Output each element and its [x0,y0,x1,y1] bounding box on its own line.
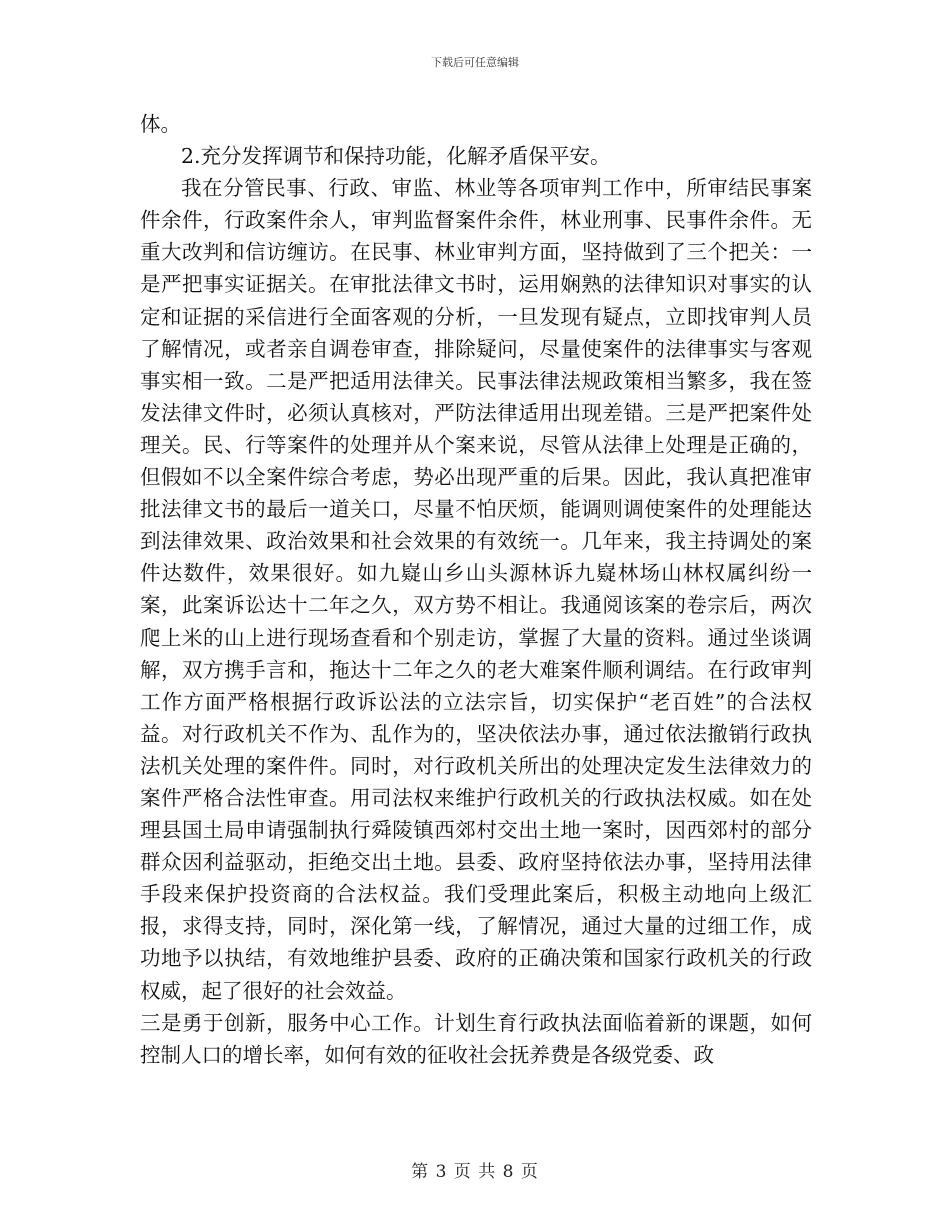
page-header-note: 下载后可任意编辑 [431,56,519,69]
paragraph-main: 我在分管民事、行政、审监、林业等各项审判工作中，所审结民事案件余件，行政案件余人，审判监督案件余件，林业刑事、民事件余件。无重大改判和信访缠访。在民事、林业审判方面，坚持做到了三个把关：一是严把事实证据关。在审批法律文书时，运用娴熟的法律知识对事实的认定和证据的采信进行全面客观的分析，一旦发现有疑点，立即找审判人员了解情况，或者亲自调卷审查，排除疑问，尽量使案件的法律事实与客观事实相一致。二是严把适用法律关。民事法律法规政策相当繁多，我在签发法律文件时，必须认真核对，严防法律适用出现差错。三是严把案件处理关。民、行等案件的处理并从个案来说，尽管从法律上处理是正确的，但假如不以全案件综合考虑，势必出现严重的后果。因此，我认真把准审批法律文书的最后一道关口，尽量不怕厌烦，能调则调使案件的处理能达到法律效果、政治效果和社会效果的有效统一。几年来，我主持调处的案件达数件，效果很好。如九嶷山乡山头源林诉九嶷林场山林权属纠纷一案，此案诉讼达十二年之久，双方势不相让。我通阅该案的卷宗后，两次爬上米的山上进行现场查看和个别走访，掌握了大量的资料。通过坐谈调解，双方携手言和，拖达十二年之久的老大难案件顺利调结。在行政审判工作方面严格根据行政诉讼法的立法宗旨，切实保护“老百姓”的合法权益。对行政机关不作为、乱作为的，坚决依法办事，通过依法撤销行政执法机关处理的案件件。同时，对行政机关所出的处理决定发生法律效力的案件严格合法性审查。用司法权来维护行政机关的行政执法权威。如在处理县国土局申请强制执行舜陵镇西郊村交出土地一案时，因西郊村的部分群众因利益驱动，拒绝交出土地。县委、政府坚持依法办事，坚持用法律手段来保护投资商的合法权益。我们受理此案后，积极主动地向上级汇报，求得支持，同时，深化第一线，了解情况，通过大量的过细工作，成功地予以执结，有效地维护县委、政府的正确决策和国家行政机关的行政权威，起了很好的社会效益。 [140,176,812,1003]
page-number: 第 3 页 共 8 页 [411,1162,539,1182]
section-heading: 2.充分发挥调节和保持功能，化解矛盾保平安。 [181,144,611,169]
paragraph-third-point: 三是勇于创新，服务中心工作。计划生育行政执法面临着新的课题，如何控制人口的增长率，如何有效的征收社会抚养费是各级党委、政 [140,1010,812,1067]
paragraph-continuation: 体。 [140,112,181,136]
document-body [140,108,812,1071]
